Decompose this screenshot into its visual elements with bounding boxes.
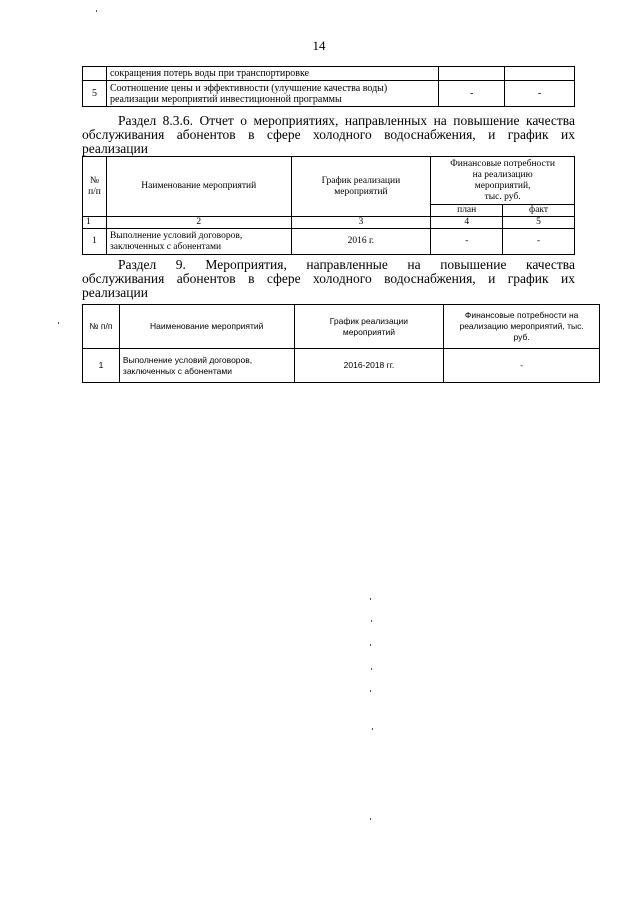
column-number: 2 (106, 217, 291, 229)
header-fact: факт (503, 205, 575, 217)
indicator-text (106, 81, 438, 107)
row-number: 1 (83, 349, 120, 383)
heading-line: обслуживания абонентов в сфере холодного водоснабжения, и график их (82, 127, 575, 142)
scan-speck (370, 644, 371, 646)
table-header-row (83, 157, 575, 205)
measure-name: Выполнение условий договоров, заключенных с абонентами (106, 229, 291, 255)
scan-speck (58, 322, 59, 324)
column-number: 4 (431, 217, 503, 229)
scan-speck (372, 728, 373, 730)
measures-plan-table (82, 304, 600, 383)
header-plan: план (431, 205, 503, 217)
heading-line: Раздел 8.3.6. Отчет о мероприятиях, направленных на повышение качества (118, 113, 575, 128)
heading-line: реализации (82, 285, 148, 300)
section-9-heading (82, 258, 575, 300)
row-number: 5 (83, 81, 107, 107)
scan-speck (370, 818, 371, 820)
measure-schedule: 2016-2018 гг. (294, 349, 444, 383)
heading-line: обслуживания абонентов в сфере холодного водоснабжения, и график их (82, 271, 575, 286)
indicator-text: сокращения потерь воды при транспортировке (106, 67, 438, 81)
header-number: № п/п (83, 157, 107, 217)
row-number (83, 67, 107, 81)
scan-speck (96, 10, 97, 12)
heading-line: Раздел 9. Мероприятия, направленные на повышение качества (118, 257, 575, 272)
fact-value: - (503, 229, 575, 255)
measure-schedule: 2016 г. (291, 229, 431, 255)
column-number: 3 (291, 217, 431, 229)
table-row (83, 349, 600, 383)
header-schedule: График реализации мероприятий (291, 157, 431, 217)
scan-speck (370, 690, 371, 692)
scan-speck (371, 668, 372, 670)
plan-value: - (431, 229, 503, 255)
measure-name: Выполнение условий договоров, заключенных с абонентами (119, 349, 294, 383)
column-number: 1 (83, 217, 107, 229)
row-number: 1 (83, 229, 107, 255)
header-schedule: График реализации мероприятий (294, 305, 444, 349)
column-number: 5 (503, 217, 575, 229)
section-8-3-6-heading (82, 114, 575, 156)
header-measure-name: Наименование мероприятий (119, 305, 294, 349)
indicators-table-continuation (82, 66, 575, 107)
table-row (83, 229, 575, 255)
scan-speck (370, 598, 371, 600)
page-number: 14 (312, 38, 326, 53)
plan-value (439, 67, 505, 81)
measures-report-table (82, 156, 575, 255)
header-finance: Финансовые потребности на реализацию мероприятий, тыс. руб. (444, 305, 600, 349)
header-finance: Финансовые потребности на реализацию мероприятий, тыс. руб. (431, 157, 575, 205)
header-measure-name: Наименование мероприятий (106, 157, 291, 217)
scan-speck (371, 620, 372, 622)
finance-value: - (444, 349, 600, 383)
table-row (83, 81, 575, 107)
heading-line: реализации (82, 141, 148, 156)
indicator-text-line: Соотношение цены и эффективности (улучшение качества воды) (109, 82, 388, 94)
fact-value: - (505, 81, 575, 107)
table-header-row (83, 305, 600, 349)
plan-value: - (439, 81, 505, 107)
indicator-text-line: реализации мероприятий инвестиционной программы (109, 93, 342, 105)
column-numbers-row (83, 217, 575, 229)
fact-value (505, 67, 575, 81)
header-number: № п/п (83, 305, 120, 349)
table-row (83, 67, 575, 81)
